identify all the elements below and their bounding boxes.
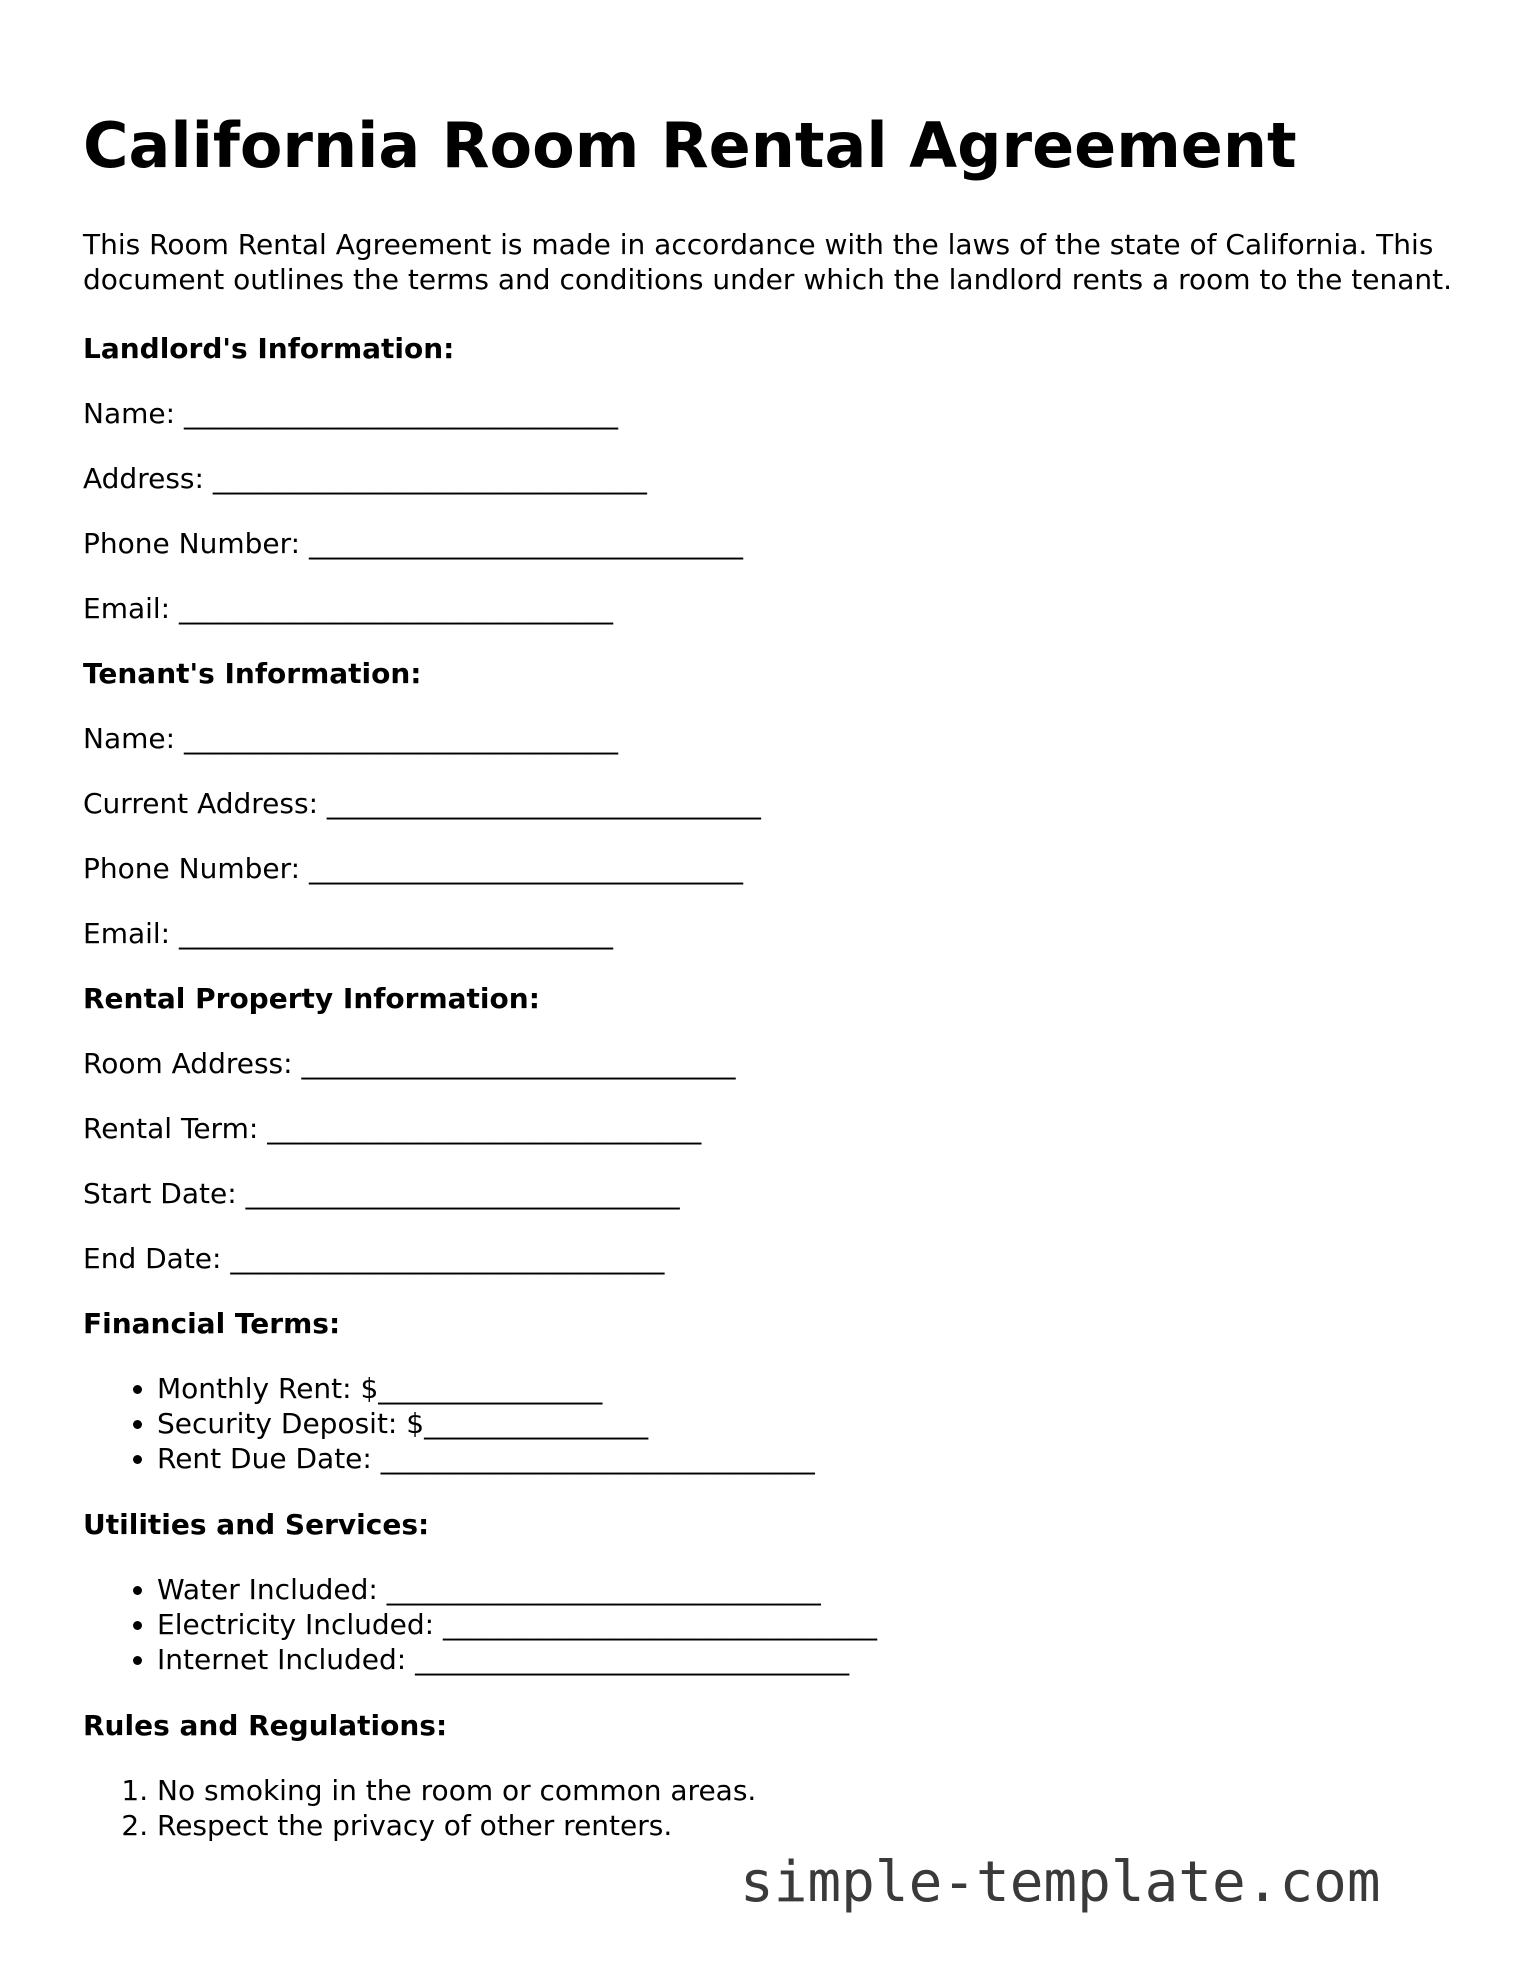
blank-line[interactable]: _______________________________ bbox=[212, 462, 647, 496]
rules-heading: Rules and Regulations: bbox=[83, 1709, 448, 1743]
end-date-field[interactable] bbox=[83, 1241, 1463, 1276]
blank-line[interactable]: _______________________________ bbox=[267, 1112, 702, 1146]
tenant-email-field[interactable] bbox=[83, 916, 1463, 951]
field-label: Address: bbox=[83, 462, 204, 496]
utilities-list bbox=[83, 1572, 1463, 1677]
landlord-address-field[interactable] bbox=[83, 461, 1463, 496]
blank-line[interactable]: _______________________________ bbox=[308, 852, 743, 886]
internet-included-item[interactable]: • Internet Included: _______________________________ bbox=[157, 1642, 1463, 1677]
blank-line[interactable]: _______________________________ bbox=[326, 787, 761, 821]
field-label: Rental Term: bbox=[83, 1112, 259, 1146]
field-label: Start Date: bbox=[83, 1177, 237, 1211]
landlord-email-field[interactable] bbox=[83, 591, 1463, 626]
landlord-heading: Landlord's Information: bbox=[83, 332, 455, 366]
blank-line[interactable]: _______________________________ bbox=[183, 397, 618, 431]
document-page bbox=[83, 95, 1463, 1874]
rule-item: 2. Respect the privacy of other renters. bbox=[157, 1808, 1463, 1843]
tenant-name-field[interactable] bbox=[83, 721, 1463, 756]
rental-term-field[interactable] bbox=[83, 1111, 1463, 1146]
blank-line[interactable]: _______________________________ bbox=[179, 592, 614, 626]
field-label: Email: bbox=[83, 592, 171, 626]
blank-line[interactable]: _______________________________ bbox=[179, 917, 614, 951]
tenant-heading: Tenant's Information: bbox=[83, 657, 422, 691]
water-included-item[interactable]: • Water Included: _______________________________ bbox=[157, 1572, 1463, 1607]
landlord-phone-field[interactable] bbox=[83, 526, 1463, 561]
landlord-name-field[interactable] bbox=[83, 396, 1463, 431]
monthly-rent-item[interactable]: • Monthly Rent: $________________ bbox=[157, 1371, 1463, 1406]
field-label: Phone Number: bbox=[83, 852, 301, 886]
document-title: California Room Rental Agreement bbox=[83, 109, 1297, 182]
start-date-field[interactable] bbox=[83, 1176, 1463, 1211]
tenant-phone-field[interactable] bbox=[83, 851, 1463, 886]
field-label: Phone Number: bbox=[83, 527, 301, 561]
field-label: Room Address: bbox=[83, 1047, 293, 1081]
rule-item: 1. No smoking in the room or common areas. bbox=[157, 1773, 1463, 1808]
watermark: simple-template.com bbox=[740, 1850, 1381, 1915]
field-label: Name: bbox=[83, 397, 176, 431]
field-label: Current Address: bbox=[83, 787, 319, 821]
rent-due-date-item[interactable]: • Rent Due Date: _______________________________ bbox=[157, 1441, 1463, 1476]
blank-line[interactable]: _______________________________ bbox=[183, 722, 618, 756]
blank-line[interactable]: _______________________________ bbox=[301, 1047, 736, 1081]
field-label: Email: bbox=[83, 917, 171, 951]
blank-line[interactable]: _______________________________ bbox=[308, 527, 743, 561]
electricity-included-item[interactable]: • Electricity Included: _______________________________ bbox=[157, 1607, 1463, 1642]
financial-terms-list bbox=[83, 1371, 1463, 1476]
blank-line[interactable]: _______________________________ bbox=[245, 1177, 680, 1211]
blank-line[interactable]: _______________________________ bbox=[230, 1242, 665, 1276]
rules-list bbox=[83, 1773, 1463, 1843]
room-address-field[interactable] bbox=[83, 1046, 1463, 1081]
utilities-heading: Utilities and Services: bbox=[83, 1508, 430, 1542]
field-label: Name: bbox=[83, 722, 176, 756]
tenant-address-field[interactable] bbox=[83, 786, 1463, 821]
intro-paragraph: This Room Rental Agreement is made in accordance with the laws of the state of California. This document outlines the terms and conditions under which the landlord rents a room to the tenant. bbox=[83, 228, 1453, 297]
security-deposit-item[interactable]: • Security Deposit: $________________ bbox=[157, 1406, 1463, 1441]
financial-heading: Financial Terms: bbox=[83, 1307, 341, 1341]
property-heading: Rental Property Information: bbox=[83, 982, 540, 1016]
field-label: End Date: bbox=[83, 1242, 222, 1276]
